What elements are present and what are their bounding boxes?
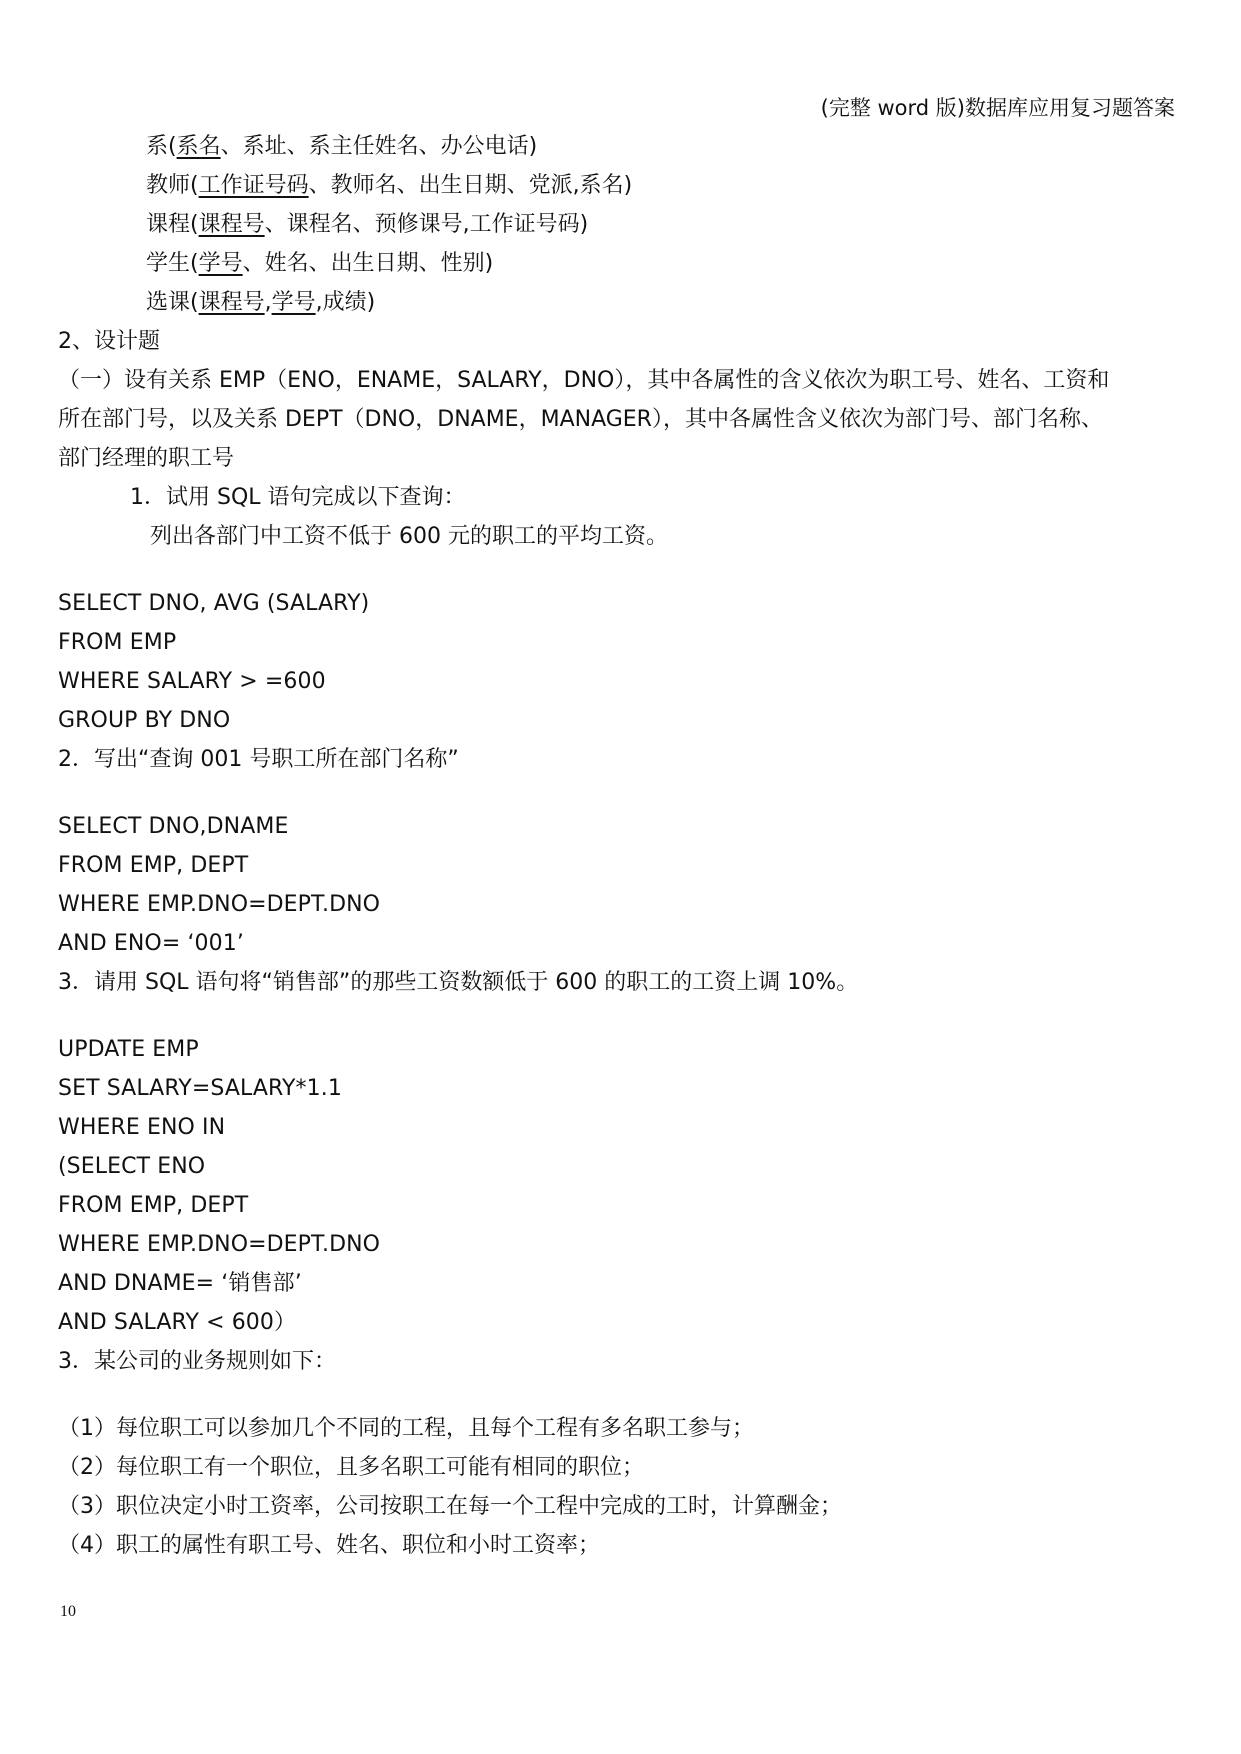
primary-key: 学号 [271,290,316,315]
sql-line: WHERE ENO IN [58,1115,226,1140]
section-title: 2、设计题 [58,329,160,354]
rule-item: （1）每位职工可以参加几个不同的工程，且每个工程有多名职工参与； [58,1416,754,1441]
sql-line: UPDATE EMP [58,1037,199,1062]
intro-line: 所在部门号，以及关系 DEPT（DNO，DNAME，MANAGER），其中各属性含义依次为部门号、部门名称、 [58,407,1103,432]
sql-line: WHERE EMP.DNO=DEPT.DNO [58,1232,381,1257]
question-3-label: 3．请用 SQL 语句将“销售部”的那些工资数额低于 600 的职工的工资上调 10%。 [58,970,859,995]
sql-line: AND SALARY < 600） [58,1310,297,1335]
question-2-label: 2．写出“查询 001 号职工所在部门名称” [58,747,459,772]
sql-line: FROM EMP, DEPT [58,1193,249,1218]
sql-line: SELECT DNO,DNAME [58,814,289,839]
rule-item: （3）职位决定小时工资率，公司按职工在每一个工程中完成的工时，计算酬金； [58,1494,842,1519]
primary-key: 课程号 [198,212,265,237]
sql-line: WHERE EMP.DNO=DEPT.DNO [58,892,381,917]
primary-key: 课程号 [198,290,265,315]
sql-line: AND DNAME= ‘销售部’ [58,1271,302,1296]
intro-line: （一）设有关系 EMP（ENO，ENAME，SALARY，DNO），其中各属性的含义依次为职工号、姓名、工资和 [58,368,1110,393]
page-number: 10 [60,1603,76,1620]
sql-line: SELECT DNO, AVG (SALARY) [58,591,370,616]
sql-line: FROM EMP, DEPT [58,853,249,878]
primary-key: 系名 [176,134,221,159]
document-body [58,127,1188,1565]
schema-line-enroll: 选课(课程号,学号,成绩) [146,290,376,315]
sql-line: WHERE SALARY > =600 [58,669,326,694]
question-1-sub: 列出各部门中工资不低于 600 元的职工的平均工资。 [150,524,668,549]
schema-line-teacher: 教师(工作证号码、教师名、出生日期、党派,系名) [146,173,633,198]
schema-line-dept: 系(系名、系址、系主任姓名、办公电话) [146,134,538,159]
question-4-label: 3．某公司的业务规则如下： [58,1349,336,1374]
primary-key: 工作证号码 [198,173,309,198]
sql-line: (SELECT ENO [58,1154,206,1179]
sql-line: SET SALARY=SALARY*1.1 [58,1076,342,1101]
schema-line-course: 课程(课程号、课程名、预修课号,工作证号码) [146,212,589,237]
primary-key: 学号 [198,251,243,276]
schema-line-student: 学生(学号、姓名、出生日期、性别) [146,251,494,276]
question-1-label: 1．试用 SQL 语句完成以下查询： [130,485,466,510]
sql-line: AND ENO= ‘001’ [58,931,244,956]
rule-item: （4）职工的属性有职工号、姓名、职位和小时工资率； [58,1533,600,1558]
page-header: (完整 word 版)数据库应用复习题答案 [820,96,1175,120]
sql-line: GROUP BY DNO [58,708,231,733]
sql-line: FROM EMP [58,630,177,655]
intro-line: 部门经理的职工号 [58,446,235,471]
rule-item: （2）每位职工有一个职位，且多名职工可能有相同的职位； [58,1455,644,1480]
